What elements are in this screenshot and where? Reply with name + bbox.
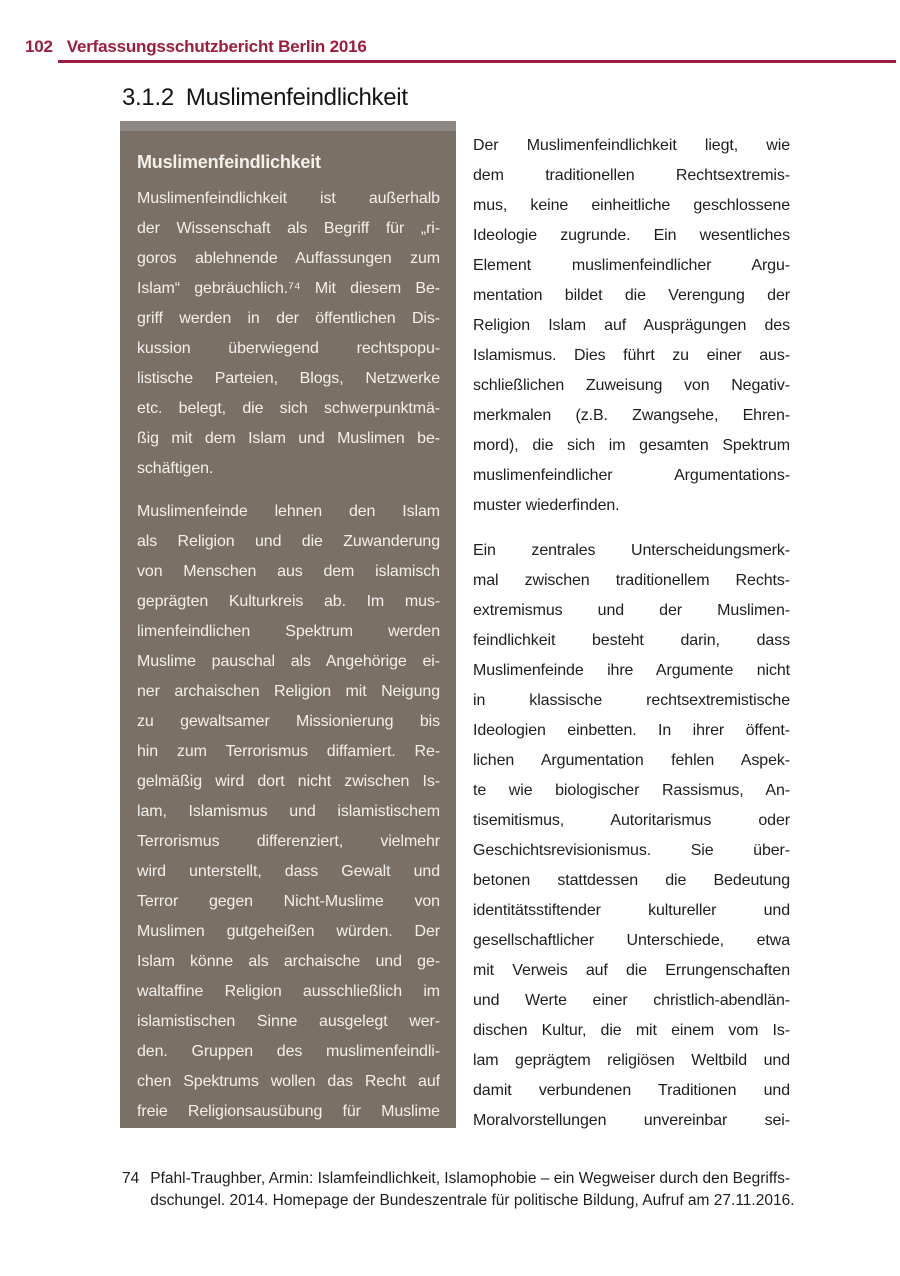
footnote-line: Pfahl-Traughber, Armin: Islamfeindlichkeit, Islamophobie – ein Wegweiser durch den Begriffs-: [150, 1170, 791, 1187]
text-line: Muslimenfeinde ihre Argumente nicht: [473, 662, 790, 679]
text-line: ner archaischen Religion mit Neigung: [137, 683, 440, 700]
text-line: Muslimen gutgeheißen würden. Der: [137, 923, 440, 940]
text-line: merkmalen (z.B. Zwangsehe, Ehren-: [473, 407, 790, 424]
page-number: 102: [25, 37, 53, 56]
text-line: Muslimenfeindlichkeit ist außerhalb: [137, 190, 440, 207]
text-line: schäftigen.: [137, 460, 214, 477]
text-line: gelmäßig wird dort nicht zwischen Is-: [137, 773, 440, 790]
text-line: Moralvorstellungen unvereinbar sei-: [473, 1112, 790, 1129]
text-line: Islam könne als archaische und ge-: [137, 953, 440, 970]
text-line: Islam“ gebräuchlich.⁷⁴ Mit diesem Be-: [137, 280, 440, 297]
definition-box-title: Muslimenfeindlichkeit: [137, 152, 321, 172]
text-line: kussion überwiegend rechtspopu-: [137, 340, 440, 357]
report-title: Verfassungsschutzbericht Berlin 2016: [66, 37, 367, 56]
text-line: zu gewaltsamer Missionierung bis: [137, 713, 440, 730]
text-line: betonen stattdessen die Bedeutung: [473, 872, 790, 889]
text-line: damit verbundenen Traditionen und: [473, 1082, 790, 1099]
running-header: [25, 37, 367, 57]
text-line: mord), die sich im gesamten Spektrum: [473, 437, 790, 454]
text-line: tisemitismus, Autoritarismus oder: [473, 812, 790, 829]
text-line: islamistischen Sinne ausgelegt wer-: [137, 1013, 440, 1030]
text-line: mus, keine einheitliche geschlossene: [473, 197, 790, 214]
text-line: muslimenfeindlicher Argumentations-: [473, 467, 790, 484]
text-line: lichen Argumentation fehlen Aspek-: [473, 752, 790, 769]
definition-box-content: [120, 131, 456, 1127]
text-line: Ein zentrales Unterscheidungsmerk-: [473, 542, 790, 559]
text-line: hin zum Terrorismus diffamiert. Re-: [137, 743, 440, 760]
definition-box: [120, 121, 456, 1128]
footnote-text: [150, 1168, 802, 1212]
paragraph: [473, 536, 790, 1136]
main-text-body: [473, 131, 790, 1136]
text-line: limenfeindlichen Spektrum werden: [137, 623, 440, 640]
text-line: dischen Kultur, die mit einem vom Is-: [473, 1022, 790, 1039]
text-line: listische Parteien, Blogs, Netzwerke: [137, 370, 440, 387]
text-line: in klassische rechtsextremistische: [473, 692, 790, 709]
paragraph: [137, 184, 440, 484]
text-line: Terror gegen Nicht-Muslime von: [137, 893, 440, 910]
section-number: 3.1.2: [122, 84, 174, 111]
text-line: griff werden in der öffentlichen Dis-: [137, 310, 440, 327]
text-line: muster wiederfinden.: [473, 497, 620, 514]
definition-box-top-strip: [120, 121, 456, 131]
text-line: gesellschaftlicher Unterschiede, etwa: [473, 932, 790, 949]
section-title: Muslimenfeindlichkeit: [185, 84, 408, 111]
footnote-line: dschungel. 2014. Homepage der Bundeszentrale für politische Bildung, Aufruf am 27.11.2016.: [150, 1192, 795, 1209]
text-line: mit Verweis auf die Errungenschaften: [473, 962, 790, 979]
text-line: waltaffine Religion ausschließlich im: [137, 983, 440, 1000]
text-line: Muslimenfeinde lehnen den Islam: [137, 503, 440, 520]
text-line: wird unterstellt, dass Gewalt und: [137, 863, 440, 880]
text-line: mentation bildet die Verengung der: [473, 287, 790, 304]
text-line: freie Religionsausübung für Muslime: [137, 1103, 440, 1120]
text-line: chen Spektrums wollen das Recht auf: [137, 1073, 440, 1090]
text-line: lam, Islamismus und islamistischem: [137, 803, 440, 820]
paragraph: [473, 131, 790, 521]
text-line: Muslime pauschal als Angehörige ei-: [137, 653, 440, 670]
section-heading: [122, 84, 408, 112]
text-line: ßig mit dem Islam und Muslimen be-: [137, 430, 440, 447]
text-line: dem traditionellen Rechtsextremis-: [473, 167, 790, 184]
text-line: der Wissenschaft als Begriff für „ri-: [137, 220, 440, 237]
text-line: Religion Islam auf Ausprägungen des: [473, 317, 790, 334]
text-line: und Werte einer christlich-abendlän-: [473, 992, 790, 1009]
text-line: identitätsstiftender kultureller und: [473, 902, 790, 919]
paragraph: [137, 497, 440, 1127]
text-line: te wie biologischer Rassismus, An-: [473, 782, 790, 799]
main-text-column: [473, 116, 790, 1136]
text-line: von Menschen aus dem islamisch: [137, 563, 440, 580]
text-line: Islamismus. Dies führt zu einer aus-: [473, 347, 790, 364]
text-line: goros ablehnende Auffassungen zum: [137, 250, 440, 267]
text-line: etc. belegt, die sich schwerpunktmä-: [137, 400, 440, 417]
text-line: Element muslimenfeindlicher Argu-: [473, 257, 790, 274]
footnote: [122, 1168, 802, 1212]
text-line: Ideologie zugrunde. Ein wesentliches: [473, 227, 790, 244]
footnote-number: 74: [122, 1170, 140, 1187]
text-line: feindlichkeit besteht darin, dass: [473, 632, 790, 649]
text-line: mal zwischen traditionellem Rechts-: [473, 572, 790, 589]
text-line: Der Muslimenfeindlichkeit liegt, wie: [473, 137, 790, 154]
text-line: geprägten Kulturkreis ab. Im mus-: [137, 593, 440, 610]
text-line: lam geprägtem religiösen Weltbild und: [473, 1052, 790, 1069]
text-line: Ideologien einbetten. In ihrer öffent-: [473, 722, 790, 739]
definition-box-body: [137, 184, 440, 1127]
text-line: extremismus und der Muslimen-: [473, 602, 790, 619]
text-line: Geschichtsrevisionismus. Sie über-: [473, 842, 790, 859]
text-line: als Religion und die Zuwanderung: [137, 533, 440, 550]
text-line: den. Gruppen des muslimenfeindli-: [137, 1043, 440, 1060]
header-rule: [58, 60, 896, 63]
text-line: Terrorismus differenziert, vielmehr: [137, 833, 440, 850]
text-line: schließlichen Zuweisung von Negativ-: [473, 377, 790, 394]
